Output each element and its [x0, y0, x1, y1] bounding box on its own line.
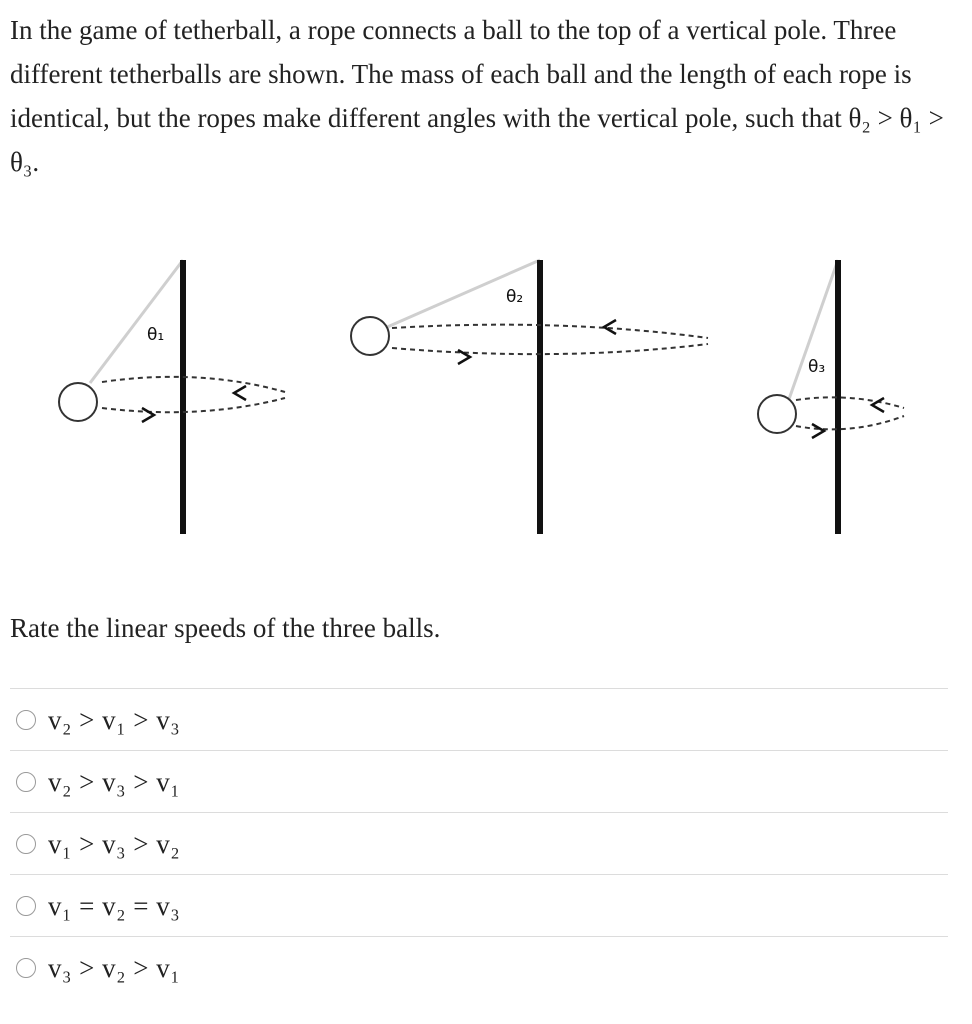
option-label: v₂ > v₁ > v₃ [48, 704, 181, 735]
ball-2 [351, 317, 389, 355]
theta2-label: θ₂ [506, 287, 524, 307]
option-1[interactable] [10, 688, 948, 750]
orbit-path-2-front [392, 344, 708, 354]
ball-1 [59, 383, 97, 421]
orbit-path-1-front [102, 398, 285, 412]
pole-1 [180, 260, 186, 534]
theta3-label: θ₃ [808, 357, 826, 377]
radio-button[interactable] [16, 834, 36, 854]
ball-3 [758, 395, 796, 433]
tetherball-2 [351, 260, 708, 534]
option-5[interactable] [10, 936, 948, 998]
radio-button[interactable] [16, 896, 36, 916]
radio-button[interactable] [16, 772, 36, 792]
orbit-path-1-back [102, 377, 285, 392]
arrow-3-back [872, 398, 884, 412]
orbit-path-3-front [796, 416, 904, 429]
arrow-1-front [142, 408, 154, 422]
radio-button[interactable] [16, 958, 36, 978]
option-3[interactable] [10, 812, 948, 874]
orbit-path-2-back [392, 325, 708, 338]
prompt-text: Rate the linear speeds of the three balls. [10, 613, 441, 643]
answer-options [10, 688, 948, 998]
arrow-1-back [234, 386, 246, 400]
theta1-label: θ₁ [147, 325, 165, 345]
orbit-path-3-back [796, 397, 904, 408]
arrow-2-back [604, 320, 616, 334]
question-text: In the game of tetherball, a rope connects a ball to the top of a vertical pole. Three different tetherballs are shown. The mass of each ball and the length of each rope is identical, but the ropes make different angles with the vertical pole, such that θ₂ > θ₁ > θ₃. [10, 15, 944, 177]
pole-2 [537, 260, 543, 534]
option-label: v₃ > v₂ > v₁ [48, 952, 181, 983]
option-4[interactable] [10, 874, 948, 936]
option-label: v₂ > v₃ > v₁ [48, 766, 181, 797]
tetherball-diagram [0, 240, 972, 550]
radio-button[interactable] [16, 710, 36, 730]
tetherball-3 [758, 260, 904, 534]
option-2[interactable] [10, 750, 948, 812]
rope-1 [90, 260, 183, 383]
tetherball-1 [59, 260, 285, 534]
arrow-3-front [812, 424, 824, 438]
option-label: v₁ > v₃ > v₂ [48, 828, 181, 859]
rope-3 [788, 260, 838, 402]
option-label: v₁ = v₂ = v₃ [48, 890, 181, 921]
